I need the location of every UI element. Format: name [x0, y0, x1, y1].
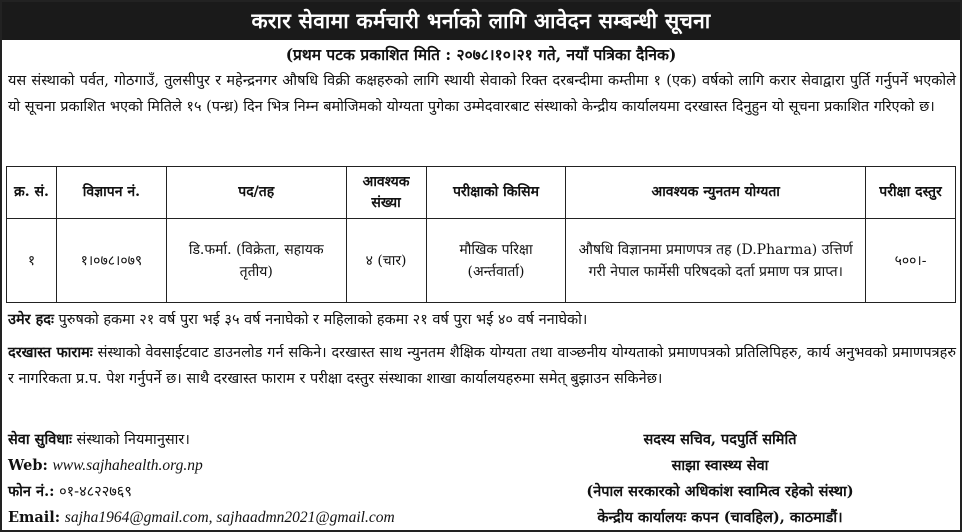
- cell-sn: १: [7, 219, 57, 303]
- phone-label: फोन नं.:: [8, 483, 55, 500]
- cell-exam-type: मौखिक परिक्षा (अर्न्तवार्ता): [426, 219, 566, 303]
- cell-fee: ५००।-: [866, 219, 956, 303]
- header-fee: परीक्षा दस्तुर: [866, 167, 956, 219]
- email-link[interactable]: sajha1964@gmail.com, sajhaadmn2021@gmail.com: [64, 509, 395, 526]
- header-required: आवश्यक संख्या: [346, 167, 426, 219]
- header-qualification: आवश्यक न्युनतम योग्यता: [566, 167, 866, 219]
- phone-value: ०१-४८२२७६९: [59, 484, 132, 500]
- signatory-line-2: साझा स्वास्थ्य सेवा: [671, 457, 769, 474]
- form-label: दरखास्त फारामः: [8, 344, 93, 361]
- age-limit: [8, 308, 956, 332]
- cell-required: ४ (चार): [346, 219, 426, 303]
- phone-line: [8, 479, 478, 505]
- age-label: उमेर हदः: [8, 311, 54, 328]
- cell-qualification: औषधि विज्ञानमा प्रमाणपत्र तह (D.Pharma) उत्तिर्ण गरी नेपाल फार्मेसी परिषदको दर्ता प्रमाण पत्र प्राप्त।: [566, 219, 866, 303]
- web-label: Web:: [8, 457, 48, 474]
- facility-label: सेवा सुविधाः: [8, 431, 72, 448]
- header-sn: क्र. सं.: [7, 167, 57, 219]
- header-adv-no: विज्ञापन नं.: [56, 167, 166, 219]
- notice-title: करार सेवामा कर्मचारी भर्नाको लागि आवेदन सम्बन्धी सूचना: [2, 2, 960, 40]
- web-line: [8, 453, 478, 479]
- contact-block: [8, 427, 478, 531]
- signatory-block: [482, 427, 958, 531]
- signatory-line-3: (नेपाल सरकारको अधिकांश स्वामित्व रहेको संस्था): [586, 483, 854, 500]
- facility-text: संस्थाको नियमानुसार।: [76, 432, 190, 448]
- publication-line: (प्रथम पटक प्रकाशित मिति : २०७८।१०।२१ गते, नयाँ पत्रिका दैनिक): [285, 45, 677, 64]
- age-text: पुरुषको हकमा २१ वर्ष पुरा भई ३५ वर्ष ननाघेको र महिलाको हकमा २१ वर्ष पुरा भई ४० वर्ष ननाघेको।: [58, 312, 588, 328]
- form-text: संस्थाको वेवसाईटवाट डाउनलोड गर्न सकिने। दरखास्त साथ न्युनतम शैक्षिक योग्यता तथा वाञ्छनीय योग्यताको प्रमाणपत्रको प्रतिलिपिहरु, कार्य अनुभवको प्रमाणपत्रहरु र नागरिकता प्र.प. पेश गर्नुपर्ने छ। साथै दरखास्त फाराम र परीक्षा दस्तुर संस्थाका शाखा कार्यालयहरुमा समेत् बुझाउन सकिनेछ।: [8, 345, 957, 387]
- email-label: Email:: [8, 509, 61, 526]
- vacancy-table: [6, 166, 956, 303]
- web-link[interactable]: www.sajhahealth.org.np: [52, 457, 203, 474]
- signatory-line-4: केन्द्रीय कार्यालयः कपन (चावहिल), काठमाडौं।: [597, 509, 843, 526]
- application-form-info: [8, 340, 956, 392]
- table-header-row: [7, 167, 956, 219]
- intro-paragraph: यस संस्थाको पर्वत, गोठगाउँ, तुलसीपुर र महेन्द्रनगर औषधि विक्री कक्षहरुको लागि स्थायी सेवाको रिक्त दरबन्दीमा कम्तीमा १ (एक) वर्षको लागि करार सेवाद्वारा पुर्ति गर्नुपर्ने भएकोले यो सूचना प्रकाशित भएको मितिले १५ (पन्ध्र) दिन भित्र निम्न बमोजिमको योग्यता पुगेका उम्मेदवारबाट संस्थाको केन्द्रीय कार्यालयमा दरखास्त दिनुहुन यो सूचना प्रकाशित गरिएको छ।: [8, 73, 956, 115]
- facility-line: [8, 427, 478, 453]
- header-post: पद/तह: [166, 167, 346, 219]
- table-row: [7, 219, 956, 303]
- cell-adv-no: १।०७८।०७९: [56, 219, 166, 303]
- signatory-line-1: सदस्य सचिव, पदपुर्ति समिति: [643, 431, 797, 448]
- email-line: [8, 505, 478, 531]
- cell-post: डि.फर्मा. (विक्रेता, सहायक तृतीय): [166, 219, 346, 303]
- header-exam-type: परीक्षाको किसिम: [426, 167, 566, 219]
